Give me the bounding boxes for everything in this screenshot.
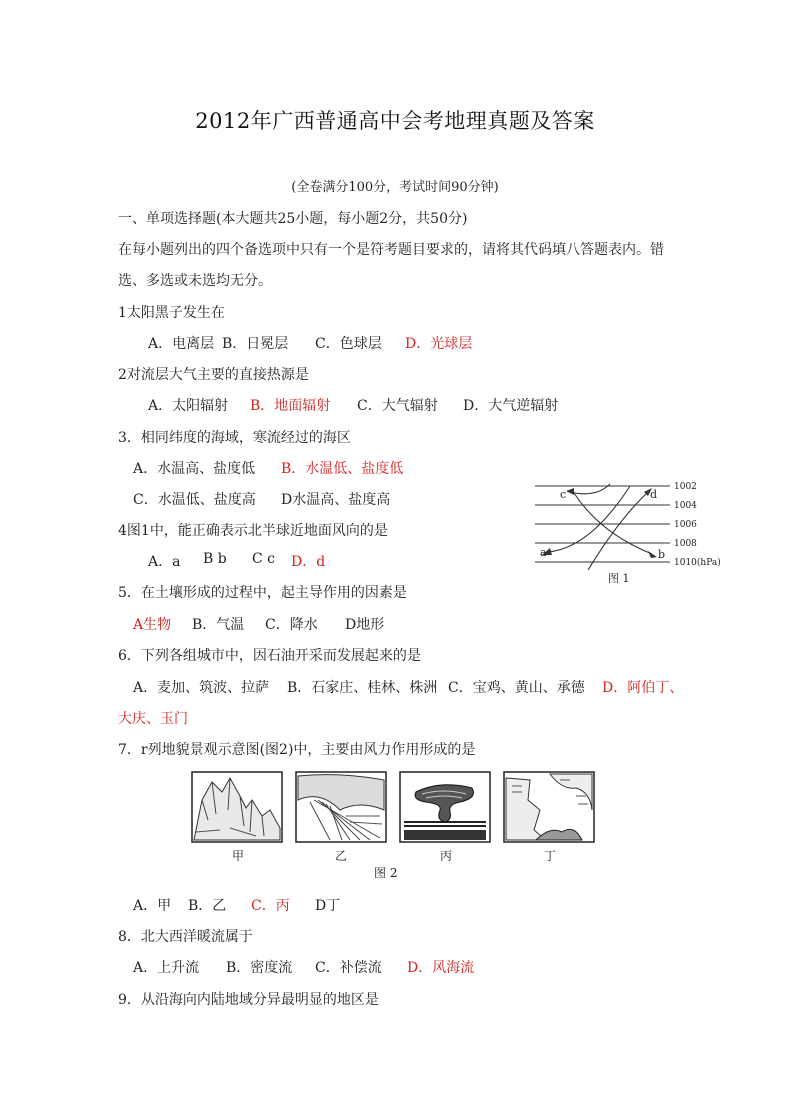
option: D地形 <box>345 617 385 633</box>
option: B．密度流 <box>226 960 293 976</box>
label-b: b <box>658 548 666 561</box>
panel-bing <box>400 772 490 842</box>
answer-option: A生物 <box>133 617 172 633</box>
panel-jia <box>192 772 282 842</box>
isobar-label: 1008 <box>674 539 697 549</box>
panel-label: 甲 <box>232 849 245 863</box>
option: A．电离层 <box>148 336 215 352</box>
figure-1-caption: 图 1 <box>608 572 630 585</box>
panel-yi <box>296 772 386 842</box>
option: D水温高、盐度高 <box>281 492 391 508</box>
label-a: a <box>540 546 547 559</box>
exam-info: (全卷满分100分，考试时间90分钟) <box>291 180 499 195</box>
figure-1-isobar-diagram <box>530 478 730 588</box>
option: B．气温 <box>192 617 245 633</box>
answer-option: D．风海流 <box>407 960 475 976</box>
question-stem: 3．相同纬度的海域，寒流经过的海区 <box>118 430 351 446</box>
isobar-label: 1002 <box>674 482 697 492</box>
option: A．甲 <box>133 898 172 914</box>
isobar-label: 1004 <box>674 501 697 511</box>
answer-option: D．阿伯丁、 <box>602 680 684 696</box>
option: B．石家庄、桂林、株洲 <box>287 680 438 696</box>
option: A．太阳辐射 <box>148 398 229 414</box>
answer-option: B．水温低、盐度低 <box>281 461 404 477</box>
arrowhead <box>566 488 574 495</box>
question-stem: 8．北大西洋暖流属于 <box>118 929 253 945</box>
panel-label: 丁 <box>544 849 557 863</box>
wind-arrow-c <box>570 484 610 494</box>
panel-ding <box>504 772 594 842</box>
section-heading: 一、单项选择题(本大题共25小题，每小题2分，共50分) <box>118 211 468 227</box>
instruction-line-2: 选、多选或未选均无分。 <box>118 273 272 289</box>
panel-label: 丙 <box>440 849 453 863</box>
label-c: c <box>560 488 567 501</box>
answer-continuation: 大庆、玉门 <box>118 711 188 727</box>
question-stem: 9．从沿海向内陆地域分异最明显的地区是 <box>118 992 379 1008</box>
option: A．a <box>148 554 181 570</box>
option: A．麦加、筑波、拉萨 <box>133 680 270 696</box>
isobar-label: 1010(hPa) <box>674 558 721 568</box>
question-stem: 5．在土壤形成的过程中，起主导作用的因素是 <box>118 585 407 601</box>
label-d: d <box>650 488 658 501</box>
option: A．上升流 <box>133 960 200 976</box>
question-stem: 6．下列各组城市中，因石油开采而发展起来的是 <box>118 648 421 664</box>
option: A．水温高、盐度低 <box>133 461 256 477</box>
option: B．乙 <box>188 898 227 914</box>
option: C．水温低、盐度高 <box>133 492 256 508</box>
arrowhead <box>648 551 657 558</box>
answer-option: D．d <box>291 554 326 570</box>
isobar-label: 1006 <box>674 520 697 530</box>
option: D．大气逆辐射 <box>463 398 559 414</box>
answer-option: C．丙 <box>251 898 290 914</box>
figure-2-landform-panels <box>190 770 600 882</box>
option: C．宝鸡、黄山、承德 <box>448 680 585 696</box>
option: B．日冕层 <box>222 336 289 352</box>
option: D丁 <box>315 898 341 914</box>
question-stem: 2对流层大气主要的直接热源是 <box>118 367 309 383</box>
question-stem: 1太阳黑子发生在 <box>118 305 225 321</box>
page-title: 2012年广西普通高中会考地理真题及答案 <box>195 109 595 133</box>
question-stem: 7．r列地貌景观示意图(图2)中，主要由风力作用形成的是 <box>118 742 476 758</box>
instruction-line-1: 在每小题列出的四个备选项中只有一个是符考题目要求的，请将其代码填八答题表内。错 <box>118 242 664 258</box>
option: B b <box>203 551 227 567</box>
option: C．色球层 <box>315 336 382 352</box>
option: C．补偿流 <box>315 960 382 976</box>
option: C．降水 <box>265 617 318 633</box>
panel-label: 乙 <box>335 849 348 863</box>
option: C c <box>252 551 276 567</box>
question-stem: 4图1中，能正确表示北半球近地面风向的是 <box>118 523 388 539</box>
answer-option: B．地面辐射 <box>250 398 331 414</box>
figure-2-caption: 图 2 <box>374 866 398 880</box>
answer-option: D．光球层 <box>405 336 473 352</box>
option: C．大气辐射 <box>357 398 438 414</box>
